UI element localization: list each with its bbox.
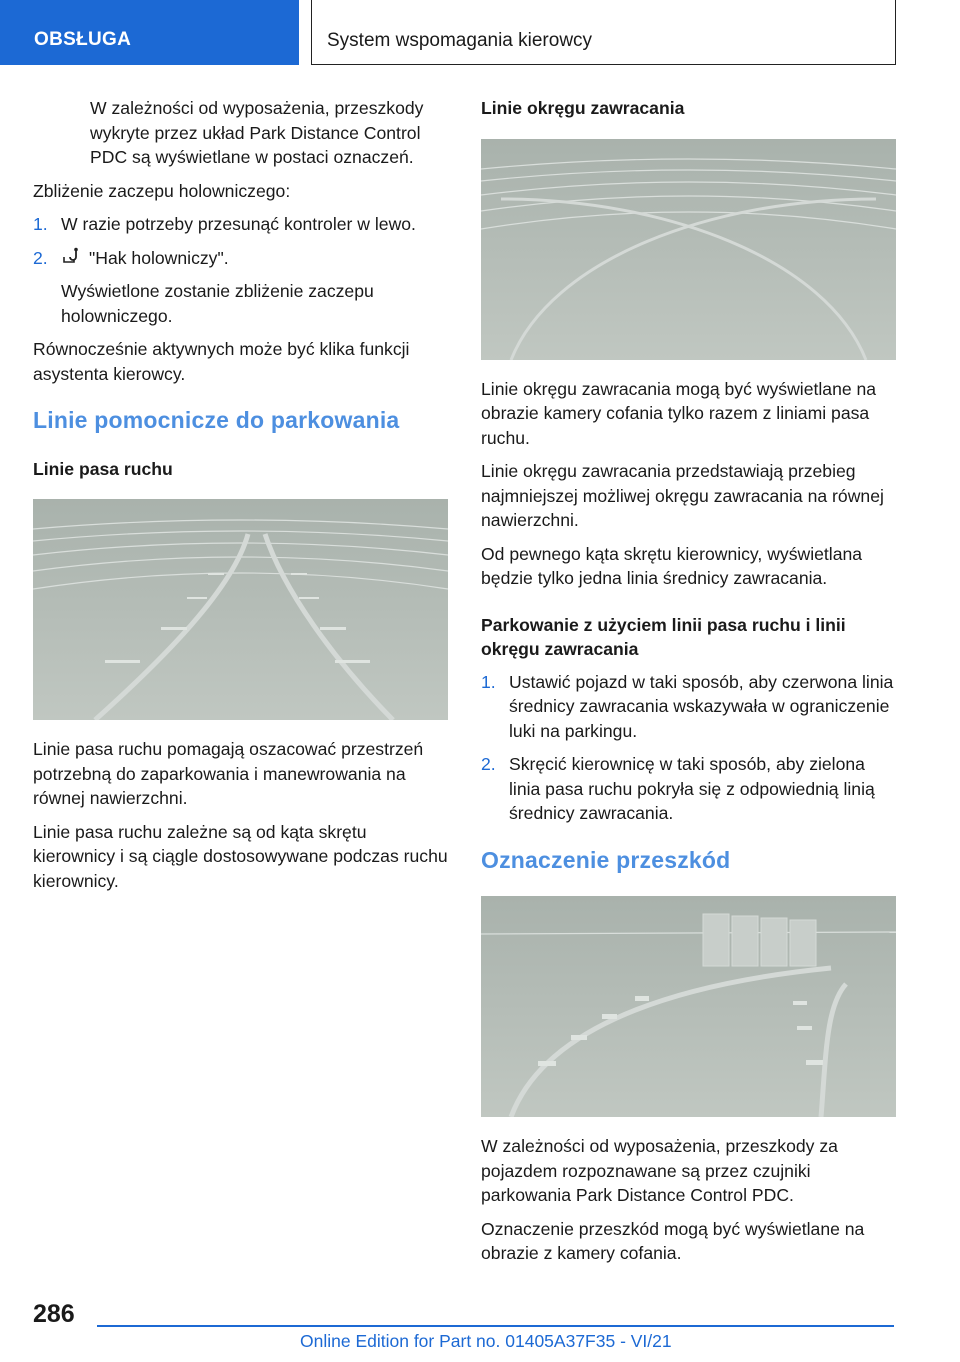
edition-note: Online Edition for Part no. 01405A37F35 - VI/21 — [300, 1331, 672, 1351]
list-number: 1. — [33, 214, 48, 234]
list-item — [33, 212, 448, 237]
step-result: Wyświetlone zostanie zbliżenie zaczepu holowniczego. — [61, 281, 374, 326]
subsection-heading: Linie pasa ruchu — [33, 458, 173, 479]
list-text: Skręcić kierownicę w taki sposób, aby zielona linia pasa ruchu pokryła się z odpowiednią linią średnicy zawracania. — [509, 754, 875, 823]
left-column — [33, 96, 448, 902]
paragraph: Linie okręgu zawracania mogą być wyświetlane na obrazie kamery cofania tylko razem z liniami pasa ruchu. — [481, 378, 877, 448]
paragraph: Oznaczenie przeszkód mogą być wyświetlane na obrazie z kamery cofania. — [481, 1218, 865, 1263]
paragraph: Linie okręgu zawracania przedstawiają przebieg najmniejszej możliwej okręgu zawracania na równej nawierzchni. — [481, 461, 884, 530]
paragraph: Zbliżenie zaczepu holowniczego: — [33, 180, 291, 201]
chapter-title: System wspomagania kierowcy — [311, 0, 896, 65]
list-number: 1. — [481, 671, 496, 692]
turning-circle-figure — [481, 139, 896, 360]
page-number: 286 — [33, 1300, 75, 1328]
tow-hook-icon — [61, 247, 83, 267]
list-number: 2. — [481, 754, 496, 774]
paragraph: Od pewnego kąta skrętu kierownicy, wyświetlana będzie tylko jedna linia średnicy zawracania. — [481, 543, 863, 588]
paragraph: W zależności od wyposażenia, przeszkody za pojazdem rozpoznawane są przez czujniki parkowania Park Distance Control PDC. — [481, 1136, 838, 1205]
list-item — [481, 670, 896, 744]
subsection-heading: Parkowanie z użyciem linii pasa ruchu i linii okręgu zawracania — [481, 614, 846, 659]
obstacle-marking-figure — [481, 896, 896, 1117]
list-item — [33, 246, 448, 271]
pdc-note: W zależności od wyposażenia, przeszkody wykryte przez układ Park Distance Control PDC są wyświetlane w postaci oznaczeń. — [90, 98, 424, 167]
list-text: "Hak holowniczy". — [89, 247, 229, 268]
subsection-heading: Linie okręgu zawracania — [481, 98, 685, 118]
list-number: 2. — [33, 247, 48, 268]
right-column — [481, 96, 896, 1275]
paragraph: Linie pasa ruchu pomagają oszacować przestrzeń potrzebną do zaparkowania i manewrowania na równej nawierzchni. — [33, 739, 424, 808]
section-tab: OBSŁUGA — [0, 0, 299, 65]
section-heading: Oznaczenie przeszkód — [481, 846, 731, 873]
footer-divider — [97, 1325, 894, 1327]
list-text: W razie potrzeby przesunąć kontroler w lewo. — [61, 214, 416, 234]
section-heading: Linie pomocnicze do parkowania — [33, 407, 400, 433]
paragraph: Linie pasa ruchu zależne są od kąta skrętu kierownicy i są ciągle dostosowywane podczas ruchu kierownicy. — [33, 821, 448, 891]
lane-lines-figure — [33, 499, 448, 720]
list-item — [481, 752, 896, 826]
list-text: Ustawić pojazd w taki sposób, aby czerwona linia średnicy zawracania wskazywała w ograniczenie luki na parkingu. — [509, 671, 894, 741]
paragraph: Równocześnie aktywnych może być klika funkcji asystenta kierowcy. — [33, 339, 410, 384]
